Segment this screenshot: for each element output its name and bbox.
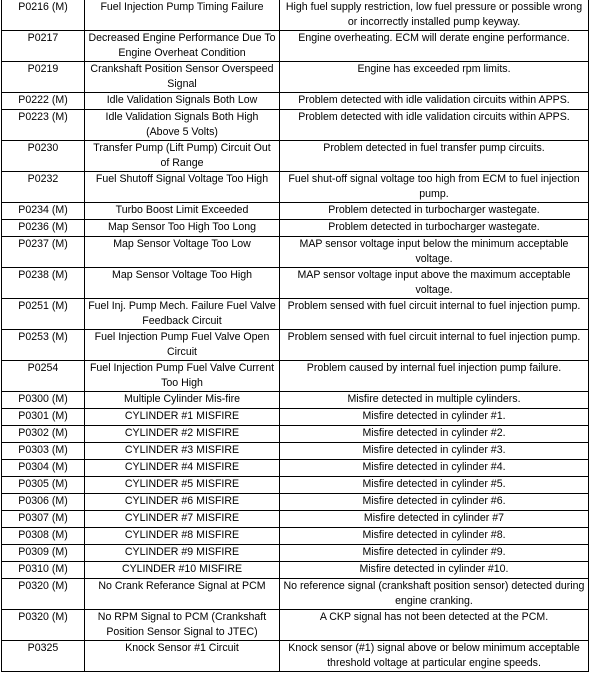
dtc-code-cell: P0219 xyxy=(2,62,85,93)
dtc-table-body xyxy=(2,0,589,672)
dtc-cause-cell: Problem detected in turbocharger wastegate. xyxy=(280,220,589,237)
dtc-description-cell: CYLINDER #3 MISFIRE xyxy=(85,443,280,460)
dtc-cause-cell: Misfire detected in cylinder #1. xyxy=(280,409,589,426)
table-row xyxy=(2,268,589,299)
dtc-cause-cell: High fuel supply restriction, low fuel pressure or possible wrong or incorrectly installed pump keyway. xyxy=(280,0,589,31)
table-row xyxy=(2,545,589,562)
dtc-cause-cell: No reference signal (crankshaft position sensor) detected during engine cranking. xyxy=(280,579,589,610)
dtc-code-cell: P0320 (M) xyxy=(2,579,85,610)
dtc-code-cell: P0302 (M) xyxy=(2,426,85,443)
table-row xyxy=(2,172,589,203)
table-row xyxy=(2,579,589,610)
table-row xyxy=(2,0,589,31)
dtc-code-cell: P0308 (M) xyxy=(2,528,85,545)
table-row xyxy=(2,460,589,477)
table-row xyxy=(2,31,589,62)
dtc-code-cell: P0309 (M) xyxy=(2,545,85,562)
dtc-code-cell: P0307 (M) xyxy=(2,511,85,528)
dtc-description-cell: CYLINDER #2 MISFIRE xyxy=(85,426,280,443)
dtc-cause-cell: MAP sensor voltage input below the minimum acceptable voltage. xyxy=(280,237,589,268)
table-row xyxy=(2,110,589,141)
dtc-code-cell: P0325 xyxy=(2,641,85,672)
table-row xyxy=(2,392,589,409)
dtc-code-cell: P0300 (M) xyxy=(2,392,85,409)
dtc-code-cell: P0237 (M) xyxy=(2,237,85,268)
dtc-code-cell: P0304 (M) xyxy=(2,460,85,477)
dtc-description-cell: Crankshaft Position Sensor Overspeed Signal xyxy=(85,62,280,93)
table-row xyxy=(2,299,589,330)
dtc-cause-cell: Engine overheating. ECM will derate engine performance. xyxy=(280,31,589,62)
dtc-code-cell: P0305 (M) xyxy=(2,477,85,494)
dtc-description-cell: CYLINDER #1 MISFIRE xyxy=(85,409,280,426)
dtc-cause-cell: Problem detected in fuel transfer pump circuits. xyxy=(280,141,589,172)
dtc-description-cell: Map Sensor Too High Too Long xyxy=(85,220,280,237)
dtc-cause-cell: Problem detected with idle validation circuits within APPS. xyxy=(280,93,589,110)
dtc-code-cell: P0301 (M) xyxy=(2,409,85,426)
dtc-cause-cell: Problem detected with idle validation circuits within APPS. xyxy=(280,110,589,141)
table-row xyxy=(2,562,589,579)
dtc-cause-cell: Problem caused by internal fuel injection pump failure. xyxy=(280,361,589,392)
dtc-description-cell: Fuel Injection Pump Fuel Valve Open Circuit xyxy=(85,330,280,361)
dtc-cause-cell: Knock sensor (#1) signal above or below minimum acceptable threshold voltage at particular engine speeds. xyxy=(280,641,589,672)
dtc-description-cell: Fuel Injection Pump Timing Failure xyxy=(85,0,280,31)
dtc-cause-cell: Problem sensed with fuel circuit internal to fuel injection pump. xyxy=(280,330,589,361)
dtc-cause-cell: Engine has exceeded rpm limits. xyxy=(280,62,589,93)
dtc-code-cell: P0320 (M) xyxy=(2,610,85,641)
dtc-cause-cell: Misfire detected in cylinder #9. xyxy=(280,545,589,562)
dtc-code-cell: P0223 (M) xyxy=(2,110,85,141)
dtc-cause-cell: Misfire detected in cylinder #5. xyxy=(280,477,589,494)
dtc-description-cell: No Crank Referance Signal at PCM xyxy=(85,579,280,610)
dtc-code-cell: P0251 (M) xyxy=(2,299,85,330)
dtc-description-cell: CYLINDER #10 MISFIRE xyxy=(85,562,280,579)
dtc-cause-cell: Fuel shut-off signal voltage too high from ECM to fuel injection pump. xyxy=(280,172,589,203)
dtc-code-cell: P0236 (M) xyxy=(2,220,85,237)
dtc-description-cell: CYLINDER #8 MISFIRE xyxy=(85,528,280,545)
dtc-description-cell: No RPM Signal to PCM (Crankshaft Position Sensor Signal to JTEC) xyxy=(85,610,280,641)
dtc-description-cell: Fuel Injection Pump Fuel Valve Current Too High xyxy=(85,361,280,392)
dtc-cause-cell: Misfire detected in cylinder #3. xyxy=(280,443,589,460)
table-row xyxy=(2,528,589,545)
table-row xyxy=(2,641,589,672)
dtc-description-cell: CYLINDER #9 MISFIRE xyxy=(85,545,280,562)
dtc-cause-cell: Misfire detected in cylinder #7 xyxy=(280,511,589,528)
dtc-code-cell: P0234 (M) xyxy=(2,203,85,220)
table-row xyxy=(2,443,589,460)
table-row xyxy=(2,477,589,494)
table-row xyxy=(2,93,589,110)
dtc-description-cell: Multiple Cylinder Mis-fire xyxy=(85,392,280,409)
dtc-code-cell: P0253 (M) xyxy=(2,330,85,361)
table-row xyxy=(2,220,589,237)
table-row xyxy=(2,361,589,392)
dtc-description-cell: Transfer Pump (Lift Pump) Circuit Out of Range xyxy=(85,141,280,172)
dtc-cause-cell: Misfire detected in cylinder #8. xyxy=(280,528,589,545)
dtc-description-cell: Fuel Inj. Pump Mech. Failure Fuel Valve Feedback Circuit xyxy=(85,299,280,330)
dtc-description-cell: Map Sensor Voltage Too High xyxy=(85,268,280,299)
dtc-description-cell: CYLINDER #6 MISFIRE xyxy=(85,494,280,511)
table-row xyxy=(2,610,589,641)
table-row xyxy=(2,237,589,268)
dtc-description-cell: Decreased Engine Performance Due To Engine Overheat Condition xyxy=(85,31,280,62)
dtc-description-cell: CYLINDER #4 MISFIRE xyxy=(85,460,280,477)
dtc-description-cell: Turbo Boost Limit Exceeded xyxy=(85,203,280,220)
dtc-code-cell: P0222 (M) xyxy=(2,93,85,110)
table-row xyxy=(2,426,589,443)
dtc-code-cell: P0216 (M) xyxy=(2,0,85,31)
table-row xyxy=(2,141,589,172)
dtc-code-cell: P0303 (M) xyxy=(2,443,85,460)
dtc-cause-cell: Misfire detected in multiple cylinders. xyxy=(280,392,589,409)
dtc-cause-cell: Misfire detected in cylinder #10. xyxy=(280,562,589,579)
dtc-cause-cell: A CKP signal has not been detected at the PCM. xyxy=(280,610,589,641)
table-row xyxy=(2,203,589,220)
dtc-description-cell: Fuel Shutoff Signal Voltage Too High xyxy=(85,172,280,203)
dtc-code-cell: P0238 (M) xyxy=(2,268,85,299)
table-row xyxy=(2,62,589,93)
table-row xyxy=(2,330,589,361)
dtc-code-cell: P0230 xyxy=(2,141,85,172)
dtc-description-cell: Map Sensor Voltage Too Low xyxy=(85,237,280,268)
dtc-description-cell: Idle Validation Signals Both Low xyxy=(85,93,280,110)
dtc-cause-cell: Problem detected in turbocharger wastegate. xyxy=(280,203,589,220)
dtc-table xyxy=(1,0,589,672)
dtc-cause-cell: Problem sensed with fuel circuit internal to fuel injection pump. xyxy=(280,299,589,330)
table-row xyxy=(2,511,589,528)
table-row xyxy=(2,494,589,511)
dtc-cause-cell: Misfire detected in cylinder #4. xyxy=(280,460,589,477)
dtc-description-cell: Knock Sensor #1 Circuit xyxy=(85,641,280,672)
dtc-code-cell: P0306 (M) xyxy=(2,494,85,511)
table-row xyxy=(2,409,589,426)
dtc-cause-cell: Misfire detected in cylinder #6. xyxy=(280,494,589,511)
dtc-code-cell: P0310 (M) xyxy=(2,562,85,579)
dtc-code-cell: P0217 xyxy=(2,31,85,62)
dtc-code-cell: P0254 xyxy=(2,361,85,392)
dtc-code-cell: P0232 xyxy=(2,172,85,203)
dtc-description-cell: CYLINDER #7 MISFIRE xyxy=(85,511,280,528)
dtc-cause-cell: MAP sensor voltage input above the maximum acceptable voltage. xyxy=(280,268,589,299)
dtc-description-cell: CYLINDER #5 MISFIRE xyxy=(85,477,280,494)
dtc-description-cell: Idle Validation Signals Both High (Above 5 Volts) xyxy=(85,110,280,141)
dtc-cause-cell: Misfire detected in cylinder #2. xyxy=(280,426,589,443)
